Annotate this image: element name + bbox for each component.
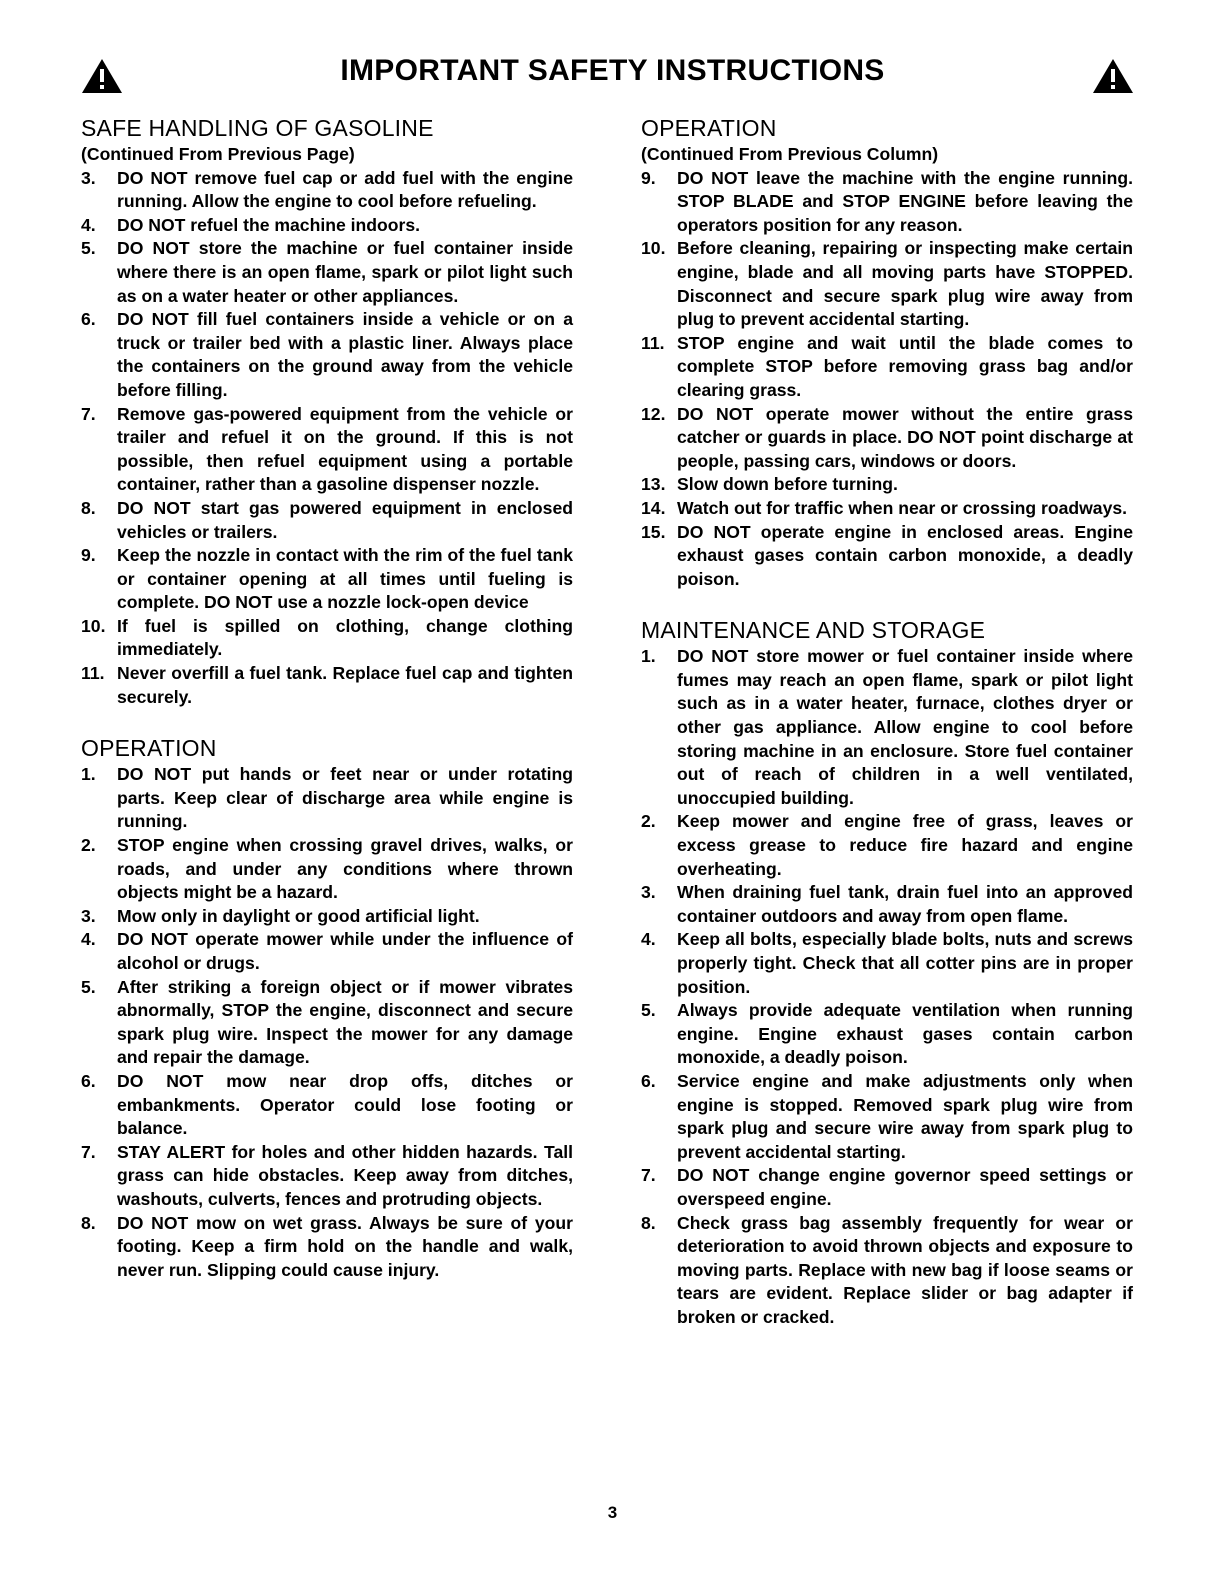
item-number: 8. [81,1212,96,1233]
list-item [641,999,1133,1070]
section-safe-handling-gasoline [81,113,573,709]
item-number: 7. [641,1165,656,1186]
list-item [81,214,573,238]
item-text: STOP engine and wait until the blade comes to complete STOP before removing grass bag and/or clearing grass. [677,332,1133,400]
item-number: 6. [641,1070,656,1091]
list-item [641,521,1133,592]
item-text: DO NOT remove fuel cap or add fuel with the engine running. Allow the engine to cool before refueling. [117,167,573,212]
right-column [641,113,1133,1330]
list-item [641,332,1133,403]
instruction-list [81,763,573,1282]
item-number: 7. [81,1141,96,1162]
list-item [81,834,573,905]
item-text: DO NOT store mower or fuel container inside where fumes may reach an open flame, spark or pilot light such as in a water heater, furnace, clothes dryer or other gas appliance. Allow engine to cool before storing machine in an enclosure. Store fuel container out of reach of children in a well ventilated, unoccupied building. [677,646,1133,808]
item-number: 5. [81,238,96,259]
continued-note: (Continued From Previous Column) [641,144,939,164]
item-number: 6. [81,309,96,330]
item-number: 12. [641,403,666,424]
list-item [641,497,1133,521]
left-column [81,113,573,1282]
list-item [81,905,573,929]
item-text: Slow down before turning. [677,474,898,495]
instruction-list [81,167,573,710]
item-text: Keep mower and engine free of grass, leaves or excess grease to reduce fire hazard and engine overheating. [677,811,1133,879]
list-item [81,1141,573,1212]
item-text: Always provide adequate ventilation when running engine. Engine exhaust gases contain carbon monoxide, a deadly poison. [677,1000,1133,1068]
list-item [81,928,573,975]
list-item [641,473,1133,497]
list-item [641,237,1133,331]
item-number: 1. [641,646,656,667]
item-number: 4. [641,929,656,950]
list-item [641,167,1133,238]
page-header [0,50,1225,100]
item-text: STOP engine when crossing gravel drives, walks, or roads, and under any conditions where thrown objects might be a hazard. [117,835,573,903]
item-number: 11. [641,332,665,353]
item-number: 6. [81,1070,96,1091]
list-item [641,1164,1133,1211]
list-item [81,1070,573,1141]
item-number: 10. [641,238,666,259]
list-item [641,928,1133,999]
item-text: If fuel is spilled on clothing, change clothing immediately. [117,615,573,660]
item-text: Service engine and make adjustments only when engine is stopped. Removed spark plug wire from spark plug and secure wire away from spark plug to prevent accidental starting. [677,1070,1133,1162]
section-maintenance-storage [641,615,1133,1329]
item-text: Keep the nozzle in contact with the rim of the fuel tank or container opening at all times until fueling is complete. DO NOT use a nozzle lock-open device [117,545,573,613]
list-item [81,237,573,308]
list-item [641,1212,1133,1330]
section-title: OPERATION [641,115,777,141]
item-number: 4. [81,929,96,950]
item-number: 11. [81,663,105,684]
section-spacer [81,709,573,733]
item-number: 3. [641,882,656,903]
item-text: DO NOT start gas powered equipment in enclosed vehicles or trailers. [117,497,573,542]
item-text: DO NOT fill fuel containers inside a vehicle or on a truck or trailer bed with a plastic liner. Always place the containers on the ground away from the vehicle before filling. [117,309,573,400]
item-text: Mow only in daylight or good artificial light. [117,905,480,926]
item-number: 3. [81,905,96,926]
section-operation-continued [641,113,1133,591]
item-number: 5. [641,1000,656,1021]
item-text: Check grass bag assembly frequently for wear or deterioration to avoid thrown objects and exposure to moving parts. Replace with new bag if loose seams or tears are evident. Replace slider or bag adapter if broken or cracked. [677,1212,1133,1327]
item-number: 7. [81,403,96,424]
section-title: MAINTENANCE AND STORAGE [641,617,986,644]
item-number: 3. [81,167,96,188]
item-text: Keep all bolts, especially blade bolts, nuts and screws properly tight. Check that all cotter pins are in proper position. [677,929,1133,997]
list-item [81,615,573,662]
item-text: DO NOT leave the machine with the engine running. STOP BLADE and STOP ENGINE before leaving the operators position for any reason. [677,167,1133,235]
item-text: DO NOT operate engine in enclosed areas. Engine exhaust gases contain carbon monoxide, a deadly poison. [677,521,1133,589]
list-item [81,403,573,497]
list-item [81,544,573,615]
list-item [81,497,573,544]
list-item [641,810,1133,881]
item-number: 9. [641,167,656,188]
page-title: IMPORTANT SAFETY INSTRUCTIONS [340,54,885,87]
item-number: 4. [81,214,96,235]
item-number: 5. [81,976,96,997]
continued-note: (Continued From Previous Page) [81,144,355,164]
list-item [81,308,573,402]
section-spacer [641,591,1133,615]
instruction-list [641,167,1133,592]
item-number: 10. [81,615,106,636]
item-number: 13. [641,474,666,495]
section-title: SAFE HANDLING OF GASOLINE [81,115,434,141]
item-text: DO NOT put hands or feet near or under rotating parts. Keep clear of discharge area while engine is running. [117,764,573,832]
item-number: 2. [641,811,656,832]
list-item [641,1070,1133,1164]
list-item [81,763,573,834]
item-number: 9. [81,545,96,566]
instruction-list [641,645,1133,1329]
list-item [81,662,573,709]
list-item [641,881,1133,928]
item-number: 8. [81,497,96,518]
item-text: DO NOT change engine governor speed settings or overspeed engine. [677,1165,1133,1209]
item-text: Never overfill a fuel tank. Replace fuel cap and tighten securely. [117,663,573,707]
item-number: 2. [81,835,96,856]
item-text: After striking a foreign object or if mower vibrates abnormally, STOP the engine, disconnect and secure spark plug wire. Inspect the mower for any damage and repair the damage. [117,976,573,1068]
item-text: DO NOT operate mower while under the influence of alcohol or drugs. [117,929,573,973]
section-title: OPERATION [81,735,217,762]
list-item [641,403,1133,474]
section-operation [81,733,573,1282]
item-text: When draining fuel tank, drain fuel into an approved container outdoors and away from open flame. [677,882,1133,926]
item-number: 15. [641,521,666,542]
item-text: Before cleaning, repairing or inspecting make certain engine, blade and all moving parts have STOPPED. Disconnect and secure spark plug wire away from plug to prevent accidental starting. [677,238,1133,330]
list-item [81,976,573,1070]
list-item [81,1212,573,1283]
item-text: DO NOT mow on wet grass. Always be sure of your footing. Keep a firm hold on the handle and walk, never run. Slipping could cause injury. [117,1212,573,1280]
item-text: DO NOT operate mower without the entire grass catcher or guards in place. DO NOT point discharge at people, passing cars, windows or doors. [677,403,1133,471]
page-number: 3 [607,1503,618,1522]
item-text: DO NOT refuel the machine indoors. [117,214,421,235]
list-item [641,645,1133,810]
list-item [81,167,573,214]
item-text: Watch out for traffic when near or crossing roadways. [677,497,1128,518]
item-number: 14. [641,497,666,518]
item-text: Remove gas-powered equipment from the vehicle or trailer and refuel it on the ground. If this is not possible, then refuel equipment using a portable container, rather than a gasoline dispenser nozzle. [117,403,573,495]
warning-triangle-icon [1092,58,1134,94]
item-number: 1. [81,764,96,785]
item-text: STAY ALERT for holes and other hidden hazards. Tall grass can hide obstacles. Keep away from ditches, washouts, culverts, fences and protruding objects. [117,1141,573,1209]
item-number: 8. [641,1212,656,1233]
item-text: DO NOT mow near drop offs, ditches or embankments. Operator could lose footing or balance. [117,1070,573,1139]
item-text: DO NOT store the machine or fuel container inside where there is an open flame, spark or pilot light such as on a water heater or other appliances. [117,238,573,306]
